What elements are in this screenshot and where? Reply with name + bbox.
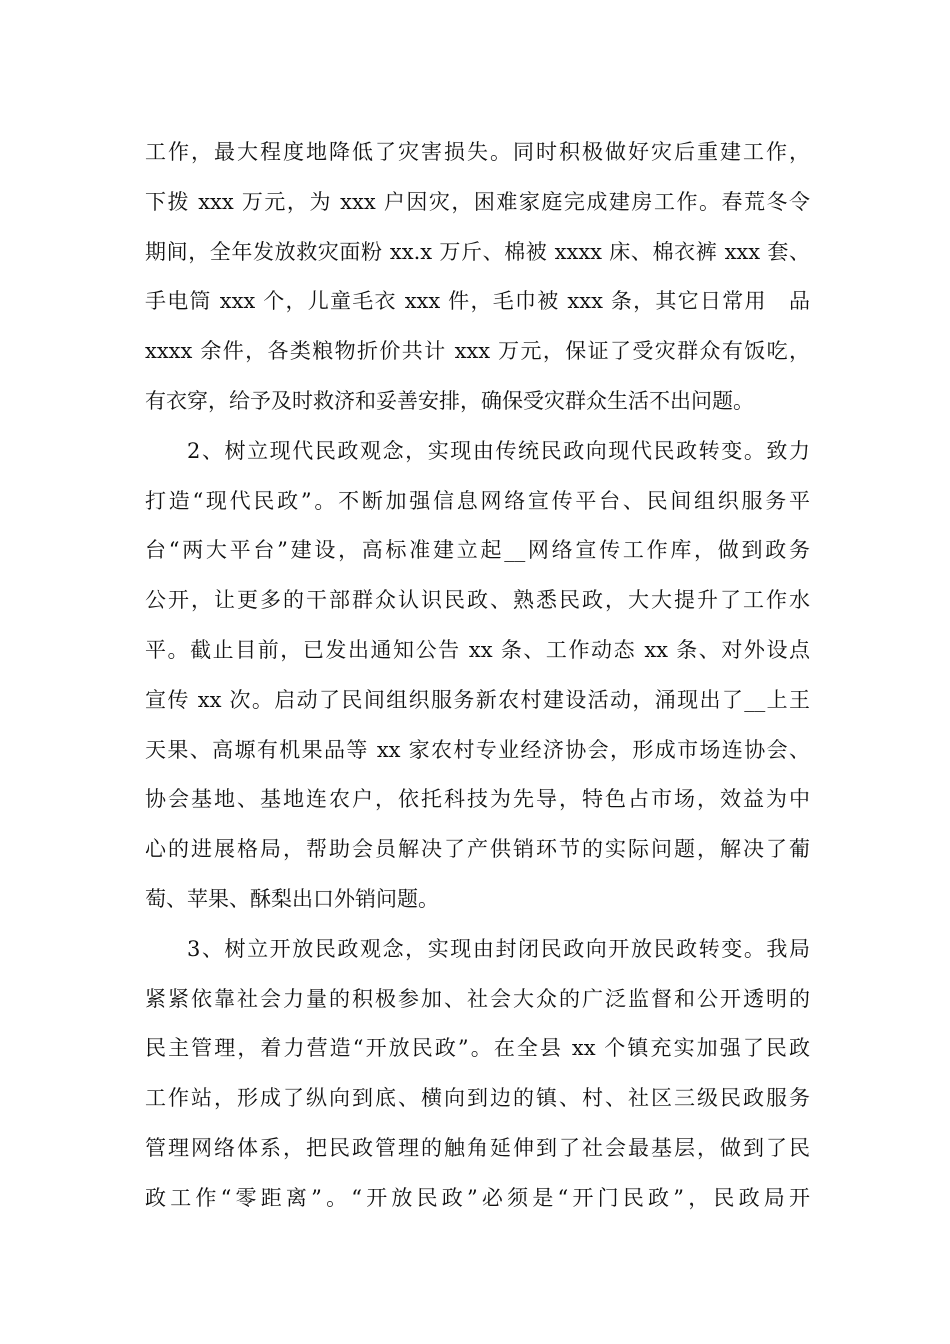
text-line: 工作，最大程度地降低了灾害损失。同时积极做好灾后重建工作， bbox=[145, 140, 810, 164]
text-line: 3、树立开放民政观念，实现由封闭民政向开放民政转变。我局 bbox=[187, 936, 810, 961]
text-line: 平。截止目前，已发出通知公告 xx 条、工作动态 xx 条、对外设点 bbox=[145, 637, 810, 662]
text-line: 萄、苹果、酥梨出口外销问题。 bbox=[145, 886, 439, 911]
text-line: 工作站，形成了纵向到底、横向到边的镇、村、社区三级民政服务 bbox=[145, 1086, 810, 1111]
text-line: 紧紧依靠社会力量的积极参加、社会大众的广泛监督和公开透明的 bbox=[145, 986, 810, 1011]
text-line: 宣传 xx 次。启动了民间组织服务新农村建设活动，涌现出了__上王 bbox=[145, 687, 810, 712]
text-line: 管理网络体系，把民政管理的触角延伸到了社会最基层，做到了民 bbox=[145, 1135, 810, 1160]
text-line: 2、树立现代民政观念，实现由传统民政向现代民政转变。致力 bbox=[187, 438, 810, 463]
text-line: 心的进展格局，帮助会员解决了产供销环节的实际问题，解决了葡 bbox=[145, 837, 810, 862]
text-line: 下拨 xxx 万元，为 xxx 户因灾，困难家庭完成建房工作。春荒冬令 bbox=[145, 189, 810, 214]
text-line: 有衣穿，给予及时救济和妥善安排，确保受灾群众生活不出问题。 bbox=[145, 388, 754, 413]
text-line: 协会基地、基地连农户，依托科技为先导，特色占市场，效益为中 bbox=[145, 787, 810, 812]
text-line: 民主管理，着力营造“开放民政”。在全县 xx 个镇充实加强了民政 bbox=[145, 1036, 810, 1061]
text-line: 政工作“零距离”。“开放民政”必须是“开门民政”，民政局开 bbox=[145, 1185, 810, 1210]
text-line: 期间，全年发放救灾面粉 xx.x 万斤、棉被 xxxx 床、棉衣裤 xxx 套、 bbox=[145, 239, 810, 264]
text-line: 打造“现代民政”。不断加强信息网络宣传平台、民间组织服务平 bbox=[145, 488, 810, 513]
text-line: 天果、高塬有机果品等 xx 家农村专业经济协会，形成市场连协会、 bbox=[145, 737, 810, 762]
document-body bbox=[145, 128, 810, 1224]
text-line: 台“两大平台”建设，高标准建立起__网络宣传工作库，做到政务 bbox=[145, 538, 810, 563]
text-line: xxxx 余件，各类粮物折价共计 xxx 万元，保证了受灾群众有饭吃， bbox=[145, 339, 810, 364]
text-line: 公开，让更多的干部群众认识民政、熟悉民政，大大提升了工作水 bbox=[145, 588, 810, 613]
text-line: 手电筒 xxx 个，儿童毛衣 xxx 件，毛巾被 xxx 条，其它日常用 品 bbox=[145, 289, 810, 314]
